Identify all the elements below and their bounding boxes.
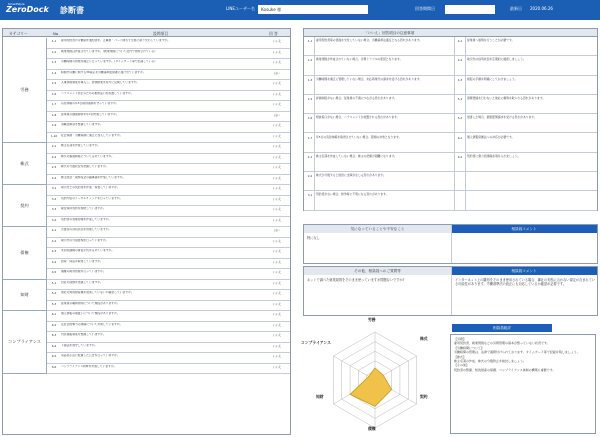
- radar-label-stock: 株式: [420, 336, 428, 341]
- row-no: 1-1: [51, 39, 57, 43]
- row-question: 契約書の管理台帳を作成していますか。: [61, 217, 112, 221]
- summary-line: 【その他】: [454, 363, 470, 368]
- table-row: [304, 134, 597, 153]
- table-row: [47, 227, 290, 238]
- row-question: ハラスメント防止のための相談窓口を設置していますか。: [61, 91, 134, 95]
- row-answer: いいえ: [272, 60, 282, 64]
- row-answer: いいえ: [272, 123, 282, 127]
- radar-label-ip: 知財: [316, 394, 324, 399]
- category-cell: 労務: [3, 38, 47, 143]
- radar-label-compliance: コンプライアンス: [301, 340, 331, 345]
- table-row: [47, 343, 290, 354]
- row-answer: いいえ: [272, 333, 282, 337]
- row-no: 6-2: [51, 322, 57, 327]
- row-answer: いいえ: [272, 280, 282, 285]
- table-row: [47, 80, 290, 91]
- table-row: [304, 56, 597, 75]
- row-question: 景品表示法に配慮した広告を行っていますか。: [61, 354, 120, 357]
- row-question: 秘密保持契約を締結していますか。: [61, 207, 106, 210]
- col-no: No: [53, 31, 59, 36]
- row-no: 5-3: [51, 301, 57, 306]
- category-cell: コンプライアンス: [3, 311, 47, 374]
- row-answer: いいえ: [272, 364, 282, 369]
- table-row: [304, 191, 597, 210]
- row-no: 3-1: [307, 193, 313, 198]
- row-note: 年5日の有給休暇を取得させていない場合、罰則の対象となります。: [316, 134, 402, 139]
- row-no-2: 5-1: [457, 96, 463, 101]
- row-note-2: 侵害した場合、損害賠償請求を受ける恐れがあります。: [467, 115, 537, 120]
- table-row: [47, 332, 290, 343]
- row-answer: いいえ: [272, 312, 282, 316]
- row-answer: いいえ: [272, 154, 282, 159]
- row-no: 1-7: [51, 102, 57, 106]
- row-note: 就業規則が作成されていない場合、労務トラブルの原因となります。: [316, 57, 403, 62]
- row-question: 売掛金の回収状況を管理していますか。: [61, 228, 112, 231]
- row-no: 2-1: [307, 154, 313, 159]
- consult-comment: インターネット上の雛形をそのまま使用されている場合、御社の実態に合わない規定が含まれている可能性があります。労働基準法の改正にも対応しているか確認が必要です。: [455, 278, 595, 286]
- row-no: 1-1: [307, 39, 313, 43]
- notes-table: [303, 28, 598, 211]
- divider: [451, 267, 452, 315]
- summary-line: 【労務】: [454, 337, 467, 341]
- row-no: 4-3: [51, 249, 57, 253]
- row-answer: いいえ: [272, 175, 282, 180]
- row-no: 1-3: [51, 60, 57, 64]
- row-note: 評価制度がない場合、従業員の不満につながる恐れがあります。: [316, 95, 397, 100]
- row-no: 4-1: [51, 228, 57, 232]
- table-row: [47, 154, 290, 165]
- row-question: 株式の譲渡制限について定めていますか。: [61, 154, 115, 158]
- row-no: 6-3: [51, 333, 57, 337]
- row-answer: いいえ: [272, 238, 282, 243]
- row-question: 退職金制度を整備していますか。: [61, 123, 103, 126]
- summary-line: 雇用契約書、就業規則などの労務管理の基本が整っていない状況です。: [454, 341, 550, 346]
- row-no: 2-2: [51, 154, 57, 159]
- row-note-2: 従業員へ説明を行うことが必要です。: [467, 38, 515, 42]
- summary-line: 契約書の整備、知的財産の保護、コンプライアンス体制の構築も重要です。: [454, 367, 556, 372]
- row-question: 未回収債権の督促手続を定めていますか。: [61, 249, 115, 252]
- table-row: [47, 364, 290, 375]
- date-field: [445, 5, 495, 14]
- row-question: コンプライアンス研修を実施していますか。: [61, 364, 117, 368]
- row-question: 取引先との契約書を作成・保管していますか。: [61, 186, 120, 189]
- table-row: [47, 59, 290, 70]
- row-answer: いいえ: [272, 49, 282, 54]
- row-answer: いいえ: [272, 354, 282, 358]
- row-note-2: 取引先の信用状況を定期的に確認しましょう。: [467, 57, 526, 62]
- row-answer: いいえ: [272, 249, 282, 253]
- row-no: 2-1: [51, 144, 57, 148]
- row-note: 株式が分散すると経営に支障が生じる恐れがあります。: [316, 173, 386, 178]
- table-row: [47, 101, 290, 112]
- category-cell: 株式: [3, 143, 47, 185]
- row-question: 時間外労働に関する36協定を労働基準監督署に届け出ていますか。: [61, 70, 146, 74]
- row-answer: いいえ: [272, 270, 282, 274]
- worries-title: 気になっていることや不安なこと: [304, 225, 451, 233]
- question-table-header: [3, 29, 290, 37]
- divider: [451, 225, 452, 263]
- table-row: [47, 353, 290, 364]
- row-question: 労働時間の管理を適正に行っていますか。(タイムカード等で記録している): [61, 60, 156, 63]
- worries-section: [303, 224, 598, 264]
- row-no: 5-1: [51, 280, 57, 285]
- app-logo: SmartStyle ZeroDock: [6, 2, 49, 14]
- row-no: 1-4: [51, 70, 57, 75]
- row-question: 担保・保証を取得していますか。: [61, 259, 103, 263]
- row-answer: いいえ: [272, 196, 282, 201]
- row-no: 1-5: [51, 81, 57, 85]
- table-row: [304, 76, 597, 95]
- row-no: 1-6: [307, 116, 313, 121]
- row-answer: いいえ: [272, 301, 282, 306]
- row-no: 3-1: [51, 186, 57, 190]
- rev-date: 2020.06.26: [530, 6, 553, 11]
- row-question: 就業規則は作成されていますか。(就業規則について社内で周知されている): [61, 49, 156, 53]
- table-row: [47, 91, 290, 102]
- table-row: [47, 248, 290, 259]
- row-no: 2-2: [307, 174, 313, 179]
- summary-line: 【株式】: [454, 354, 467, 359]
- row-no: 6-5: [51, 354, 57, 358]
- row-no: 1-7: [307, 135, 313, 140]
- row-no-2: 4-3: [457, 77, 463, 82]
- radar-label-credit: 債権: [368, 426, 376, 431]
- row-no: 3-3: [51, 207, 57, 211]
- consult-comment-title: 相談員コメント: [451, 267, 597, 275]
- row-answer: いいえ: [272, 81, 282, 85]
- table-row: [304, 153, 597, 172]
- row-no: 1-6: [51, 91, 57, 96]
- table-row: [304, 114, 597, 133]
- summary-line: 株主名簿の作成、株式の分散防止を検討しましょう。: [454, 359, 527, 364]
- row-answer: いいえ: [272, 291, 282, 295]
- table-row: [47, 280, 290, 291]
- table-row: [47, 290, 290, 301]
- date-label: 回答期間日: [415, 6, 435, 11]
- row-no: 3-2: [51, 196, 57, 201]
- row-answer: いいえ: [272, 217, 282, 222]
- table-row: [304, 172, 597, 191]
- table-row: [47, 143, 290, 154]
- row-no-2: 6-2: [457, 154, 463, 159]
- row-answer: はい: [274, 228, 280, 232]
- worries-comment-title: 相談員コメント: [451, 225, 597, 233]
- row-no: 2-3: [51, 165, 57, 169]
- row-answer: いいえ: [272, 186, 282, 190]
- category-cell: 契約: [3, 185, 47, 227]
- category-cell: 知財: [3, 280, 47, 312]
- summary-title: 相談員総評: [452, 324, 552, 332]
- table-row: [47, 70, 290, 81]
- rev-label: 最新日: [510, 6, 522, 11]
- row-note-2: 個人情報保護法への対応が必要です。: [467, 134, 515, 139]
- consult-body: ネットで調べた就業規則をそのまま使っていますが問題ないですか?: [307, 278, 405, 282]
- row-question: 他社の知的財産権を侵害していないか確認していますか。: [61, 291, 134, 294]
- table-row: [47, 49, 290, 60]
- table-row: [47, 164, 290, 175]
- table-row: [47, 259, 290, 270]
- row-answer: いいえ: [272, 259, 282, 264]
- table-row: [304, 95, 597, 114]
- row-question: 人事評価制度を導入し、評価結果を給与に反映していますか。: [61, 81, 140, 84]
- row-no: 4-5: [51, 270, 57, 274]
- row-note: 雇用契約書等の書面を交付していない場合、労働基準法違反となる恐れがあります。: [316, 38, 423, 42]
- row-answer: いいえ: [272, 102, 282, 106]
- summary-line: 【労働時間について】: [454, 345, 484, 350]
- row-answer: いいえ: [272, 144, 282, 148]
- row-answer: いいえ: [272, 343, 282, 348]
- row-answer: いいえ: [272, 39, 282, 43]
- row-note: 労働時間を適正に管理していない場合、未払残業代の請求を受ける恐れがあります。: [316, 76, 423, 81]
- row-no: 6-1: [51, 312, 57, 316]
- row-no: 1-3: [307, 77, 313, 82]
- consult-title: その他、相談員へのご質問等: [304, 267, 451, 275]
- radar-label-contract: 契約: [420, 394, 428, 399]
- row-note: 株主名簿を作成していない場合、株主の把握が困難になります。: [316, 153, 397, 158]
- worries-body: 特になし: [307, 236, 320, 240]
- row-no: 2-4: [51, 175, 57, 180]
- row-no: 1-10: [50, 133, 58, 138]
- table-row: [47, 175, 290, 186]
- table-row: [47, 112, 290, 123]
- row-note-2: 商標登録を行わないと他社に権利を取られる恐れがあります。: [467, 95, 546, 100]
- row-question: 雇用契約書か労働条件通知書を、正職員・パート問わず全員に取り交わしていますか。: [61, 39, 171, 42]
- col-question: 設問項目: [153, 31, 169, 36]
- row-no-2: 4-2: [457, 58, 463, 63]
- row-no-2: 5-2: [457, 116, 463, 121]
- notes-table-header: [304, 29, 597, 37]
- table-row: [47, 122, 290, 133]
- table-row: [47, 311, 290, 322]
- row-no: 5-2: [51, 291, 57, 295]
- row-question: 契約内容のリーガルチェックを行っていますか。: [61, 196, 123, 200]
- row-question: 自社の商標を登録していますか。: [61, 280, 103, 284]
- row-question: 有給休暇の年5日取得義務を守っていますか。: [61, 102, 119, 105]
- table-row: [304, 37, 597, 56]
- row-no-2: 6-1: [457, 135, 463, 140]
- row-no: 4-2: [51, 238, 57, 243]
- row-answer: はい: [274, 70, 280, 75]
- row-no: 6-6: [51, 364, 57, 369]
- table-row: [47, 38, 290, 49]
- row-answer: はい: [274, 112, 280, 117]
- radar-chart: [303, 316, 448, 436]
- row-no: 4-4: [51, 259, 57, 264]
- row-note: 相談窓口がない場合、ハラスメントが放置される恐れがあります。: [316, 115, 400, 120]
- question-table: [2, 28, 291, 435]
- row-note: 契約書がない場合、紛争時に不利になる恐れがあります。: [316, 192, 389, 197]
- summary-body: [450, 334, 596, 434]
- row-no: 1-2: [307, 58, 313, 63]
- table-row: [47, 217, 290, 228]
- row-question: 反社会的勢力の排除について対策していますか。: [61, 322, 123, 326]
- row-question: 従業員の健康診断を年1回実施していますか。: [61, 112, 119, 116]
- row-no: 6-4: [51, 343, 57, 348]
- table-row: [47, 196, 290, 207]
- row-question: 取引先の与信管理を行っていますか。: [61, 238, 109, 242]
- consult-section: [303, 266, 598, 316]
- row-no: 1-8: [51, 112, 57, 117]
- row-no-2: 4-1: [457, 39, 463, 43]
- row-question: 社会保険・労働保険に適正に加入していますか。: [61, 133, 123, 137]
- summary-line: 労働時間の管理は、法律で義務付けられております。タイムカード等で記録を残しましょう。: [454, 350, 580, 355]
- table-row: [47, 238, 290, 249]
- radar-label-labor: 労務: [368, 317, 376, 322]
- category-cell: 債権: [3, 227, 47, 280]
- row-answer: いいえ: [272, 133, 282, 138]
- row-answer: いいえ: [272, 165, 282, 169]
- row-question: 株主名簿を作成していますか。: [61, 144, 101, 147]
- row-question: 内部通報制度を整備していますか。: [61, 333, 106, 336]
- table-row: [47, 133, 290, 144]
- user-label: LINEユーザー名: [226, 6, 255, 11]
- row-note-2: 督促の手順を明確にしておきましょう。: [467, 76, 518, 81]
- row-no: 1-9: [51, 123, 57, 127]
- row-question: 下請法を遵守していますか。: [61, 343, 98, 347]
- row-answer: いいえ: [272, 207, 282, 211]
- row-question: 債権の時効管理を行っていますか。: [61, 270, 106, 273]
- row-no: 1-5: [307, 96, 313, 101]
- row-question: 従業員の職務発明について規程がありますか。: [61, 301, 120, 305]
- table-row: [47, 301, 290, 312]
- user-name-field: Kosuke 様: [258, 5, 368, 14]
- col-answer: 回 答: [269, 31, 278, 36]
- notes-head-a: 「いいえ」回答項目の注意事項: [364, 31, 415, 35]
- table-row: [47, 269, 290, 280]
- row-question: 株主総会・取締役会の議事録を作成していますか。: [61, 175, 126, 179]
- table-row: [47, 206, 290, 217]
- row-no: 3-4: [51, 217, 57, 222]
- row-question: 個人情報の取扱いについて規程がありますか。: [61, 312, 120, 315]
- table-row: [47, 322, 290, 333]
- row-note-2: 契約書に暴力団排除条項を入れましょう。: [467, 153, 521, 158]
- table-row: [47, 185, 290, 196]
- row-question: 株式の分散状況を把握していますか。: [61, 165, 109, 168]
- row-answer: いいえ: [272, 91, 282, 96]
- page-title: 診断書: [60, 6, 84, 15]
- row-answer: いいえ: [272, 322, 282, 327]
- col-category: カテゴリー: [9, 31, 28, 36]
- header-bar: [0, 0, 600, 20]
- row-no: 1-2: [51, 49, 57, 54]
